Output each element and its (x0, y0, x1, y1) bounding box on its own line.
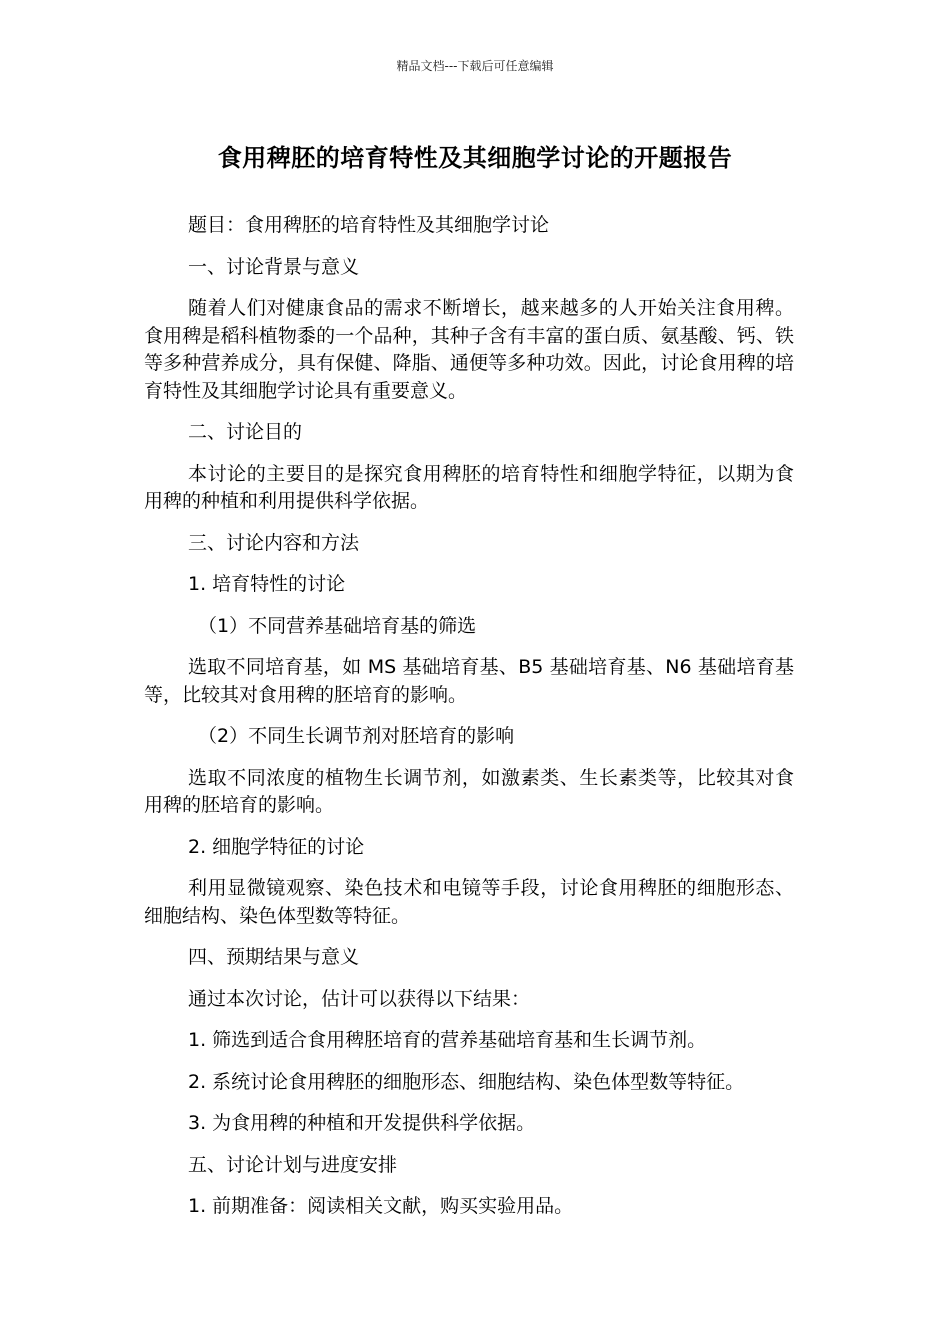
section-heading-expected-results: 四、预期结果与意义 (188, 946, 360, 968)
section-heading-content-methods: 三、讨论内容和方法 (188, 531, 360, 554)
paragraph-media-screening: 选取不同培育基，如 MS 基础培育基、B5 基础培育基、N6 基础培育基等，比较其对食用稗的胚培育的影响。 (144, 656, 794, 706)
topic-line: 题目：食用稗胚的培育特性及其细胞学讨论 (188, 214, 550, 236)
subheading-cytology: 2. 细胞学特征的讨论 (188, 835, 365, 858)
paragraph-cytology: 利用显微镜观察、染色技术和电镜等手段，讨论食用稗胚的细胞形态、细胞结构、染色体型数等特征。 (144, 877, 794, 927)
paragraph-growth-regulators: 选取不同浓度的植物生长调节剂，如激素类、生长素类等，比较其对食用稗的胚培育的影响。 (144, 766, 794, 816)
subitem-media-screening: （1）不同营养基础培育基的筛选 (198, 614, 477, 637)
result-item-2: 2. 系统讨论食用稗胚的细胞形态、细胞结构、染色体型数等特征。 (188, 1070, 745, 1093)
section-heading-background: 一、讨论背景与意义 (188, 255, 360, 278)
result-item-3: 3. 为食用稗的种植和开发提供科学依据。 (188, 1112, 536, 1134)
document-body (144, 212, 794, 1235)
header-note: 精品文档---下载后可任意编辑 (396, 59, 554, 73)
section-heading-purpose: 二、讨论目的 (188, 421, 303, 443)
document-title: 食用稗胚的培育特性及其细胞学讨论的开题报告 (217, 144, 733, 172)
result-item-1: 1. 筛选到适合食用稗胚培育的营养基础培育基和生长调节剂。 (188, 1029, 707, 1051)
subitem-growth-regulators: （2）不同生长调节剂对胚培育的影响 (198, 725, 515, 747)
paragraph-background: 随着人们对健康食品的需求不断增长，越来越多的人开始关注食用稗。食用稗是稻科植物黍的一个品种，其种子含有丰富的蛋白质、氨基酸、钙、铁等多种营养成分，具有保健、降脂、通便等多种功效。因此，讨论食用稗的培育特性及其细胞学讨论具有重要意义。 (144, 297, 794, 402)
paragraph-expected-intro: 通过本次讨论，估计可以获得以下结果： (188, 987, 531, 1010)
section-heading-plan: 五、讨论计划与进度安排 (188, 1153, 398, 1176)
paragraph-purpose: 本讨论的主要目的是探究食用稗胚的培育特性和细胞学特征，以期为食用稗的种植和利用提供科学依据。 (144, 462, 794, 512)
plan-item-1: 1. 前期准备：阅读相关文献，购买实验用品。 (188, 1195, 574, 1217)
subheading-cultivation: 1. 培育特性的讨论 (188, 573, 346, 595)
